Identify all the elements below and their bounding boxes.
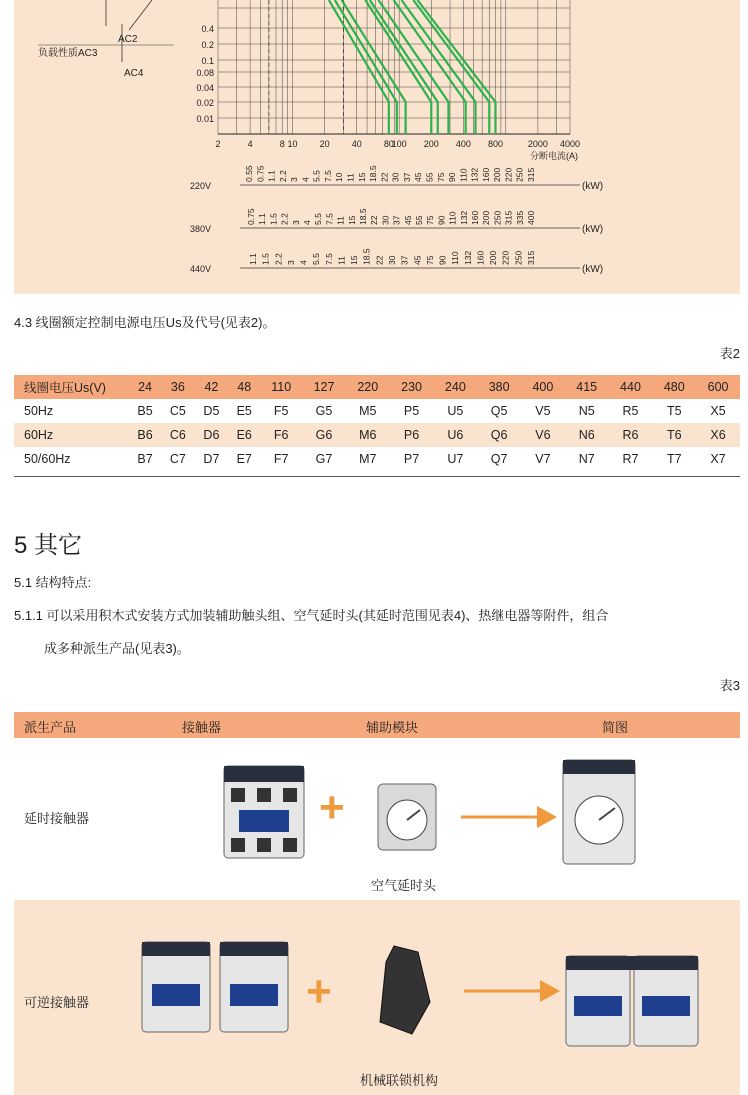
module-caption: 机械联锁机构 [360, 1073, 439, 1088]
power-value-label: 22 [374, 255, 385, 265]
table-cell: P6 [390, 423, 434, 447]
table-cell: R5 [622, 404, 639, 418]
table3-caption: 表3 [719, 678, 740, 693]
power-value-label: 45 [402, 215, 413, 225]
x-axis-label: 分断电流(A) [530, 151, 578, 161]
power-value-label: 5.5 [311, 253, 322, 265]
delay-contactor-diagram-image [559, 756, 639, 868]
table-cell: N7 [578, 452, 595, 466]
power-value-label: 90 [437, 255, 448, 265]
power-value-label: 110 [458, 168, 469, 182]
power-value-label: 160 [470, 210, 480, 225]
power-value-label: 22 [369, 215, 380, 225]
power-value-label: 0.55 [244, 165, 254, 182]
x-tick-label: 10 [287, 139, 298, 149]
table-cell: F7 [273, 452, 289, 466]
table-cell: 415 [565, 375, 609, 399]
table-cell: R6 [609, 423, 653, 447]
arrow-right-icon [459, 800, 559, 834]
power-value-label: 3 [289, 177, 300, 182]
power-value-label: 22 [379, 172, 390, 182]
table-cell: 220 [346, 375, 390, 399]
section-5-1: 5.1 结构特点: [14, 575, 92, 590]
table-cell: 36 [161, 375, 195, 399]
table-cell: U7 [447, 452, 464, 466]
table-cell: F5 [273, 404, 289, 418]
power-value-label: 5.5 [313, 213, 324, 225]
table-cell: 230 [390, 375, 434, 399]
power-value-label: 160 [475, 250, 486, 265]
power-unit-label: (kW) [582, 224, 604, 235]
power-value-label: 4 [298, 260, 309, 265]
load-label-ac3: 负载性质AC3 [38, 48, 98, 59]
table-cell: C7 [169, 452, 186, 466]
load-label-ac2: AC2 [118, 34, 138, 45]
table-cell: X5 [710, 404, 726, 418]
power-value-label: 200 [492, 167, 503, 182]
table-row [14, 399, 740, 423]
power-value-label: 45 [413, 172, 424, 182]
power-value-label: 0.75 [255, 165, 266, 182]
x-tick-label: 2000 [527, 139, 548, 149]
table-cell: 127 [302, 375, 346, 399]
power-value-label: 315 [503, 210, 514, 225]
x-tick-label: 80 [383, 139, 394, 149]
power-value-label: 1.1 [257, 213, 268, 225]
reversible-contactor-diagram-image [562, 948, 702, 1058]
power-value-label: 132 [469, 167, 480, 182]
table-header-row [14, 375, 740, 399]
power-value-label: 15 [346, 215, 357, 225]
table3-header [14, 712, 740, 738]
power-value-label: 15 [356, 172, 367, 182]
x-tick-label: 100 [391, 139, 407, 149]
table-cell: 240 [433, 375, 477, 399]
voltage-label: 380V [190, 224, 212, 234]
x-tick-label: 20 [319, 139, 330, 149]
table-cell: 380 [477, 375, 521, 399]
power-value-label: 75 [435, 172, 446, 182]
plus-icon: + [319, 783, 345, 832]
x-tick-label: 8 [279, 139, 285, 149]
mechanical-interlock-image [374, 942, 434, 1038]
table-cell: V5 [535, 404, 551, 418]
table-cell: 48 [228, 375, 260, 399]
coil-voltage-table [14, 375, 740, 471]
power-value-label: 30 [387, 255, 397, 265]
x-tick-label: 2 [215, 139, 221, 149]
power-value-label: 45 [412, 255, 423, 265]
power-unit-label: (kW) [582, 181, 604, 192]
power-value-label: 1.5 [260, 253, 271, 265]
power-value-label: 10 [334, 172, 345, 182]
power-value-label: 1.1 [266, 170, 277, 182]
power-value-label: 3 [290, 220, 301, 225]
table-cell: G5 [315, 404, 333, 418]
x-tick-label: 400 [455, 139, 471, 149]
x-tick-label: 40 [351, 139, 362, 149]
table-cell: M7 [359, 452, 377, 466]
power-value-label: 1.5 [268, 213, 279, 225]
power-value-label: 250 [514, 167, 525, 182]
air-delay-head-image [374, 778, 440, 854]
table-cell: 110 [260, 375, 302, 399]
table3-row-reversible [14, 900, 740, 1095]
table-cell: C6 [161, 423, 195, 447]
table-cell: D5 [203, 404, 220, 418]
header-label: 线圈电压Us(V) [14, 375, 129, 399]
y-tick-label: 0.08 [196, 68, 214, 78]
power-value-label: 250 [492, 210, 503, 225]
table-cell: U5 [447, 404, 464, 418]
header-diagram: 简图 [602, 720, 629, 735]
product-label: 延时接触器 [24, 811, 90, 826]
power-value-label: 55 [424, 172, 435, 182]
power-value-label: 200 [488, 250, 499, 265]
contactor-image [138, 938, 214, 1038]
table-cell: 440 [609, 375, 653, 399]
module-caption: 空气延时头 [371, 878, 437, 893]
power-value-label: 5.5 [311, 170, 322, 182]
table-cell: G6 [302, 423, 346, 447]
table-cell: F6 [260, 423, 302, 447]
x-tick-label: 800 [487, 139, 503, 149]
power-value-label: 335 [514, 210, 525, 225]
y-tick-label: 0.04 [196, 83, 214, 93]
table-cell: Q6 [477, 423, 521, 447]
table-cell: B6 [129, 423, 161, 447]
power-value-label: 18.5 [358, 208, 368, 225]
table-cell: U6 [433, 423, 477, 447]
breaking-current-chart [14, 0, 740, 294]
contactor-image [216, 938, 292, 1038]
table-cell: T7 [666, 452, 682, 466]
power-value-label: 15 [349, 255, 360, 265]
power-value-label: 7.5 [322, 170, 333, 182]
power-value-label: 37 [399, 255, 410, 265]
table-cell: V7 [535, 452, 551, 466]
x-tick-label: 200 [423, 139, 439, 149]
table-cell: X6 [696, 423, 740, 447]
power-value-label: 110 [447, 211, 458, 225]
power-value-label: 220 [500, 250, 511, 265]
power-value-label: 110 [450, 251, 461, 265]
power-value-label: 4 [302, 220, 312, 225]
power-value-label: 90 [436, 215, 447, 225]
table-cell: P7 [403, 452, 420, 466]
table-cell: D6 [195, 423, 229, 447]
table-cell: M5 [359, 404, 377, 418]
table3-row-delay [14, 738, 740, 900]
chart-svg [14, 0, 740, 294]
power-value-label: 0.75 [246, 208, 256, 225]
table-cell: X7 [710, 452, 726, 466]
table-cell: P5 [403, 404, 420, 418]
load-label-ac4: AC4 [124, 68, 144, 79]
table-cell: E7 [236, 452, 252, 466]
power-value-label: 160 [480, 167, 491, 182]
breaking-curve [329, 0, 389, 134]
section-4-3: 4.3 线圈额定控制电源电压Us及代号(见表2)。 [14, 315, 276, 330]
table-cell: N5 [578, 404, 595, 418]
table-cell: C5 [169, 404, 186, 418]
table-cell: T5 [666, 404, 682, 418]
arrow-right-icon [462, 974, 562, 1008]
x-tick-label: 4000 [559, 139, 581, 149]
power-value-label: 75 [424, 255, 435, 265]
table-row [14, 423, 740, 447]
table-cell: E6 [228, 423, 260, 447]
table-cell: R7 [622, 452, 639, 466]
table-cell: M6 [346, 423, 390, 447]
power-value-label: 315 [526, 167, 536, 182]
x-tick-label: 4 [247, 139, 253, 149]
product-label: 可逆接触器 [24, 995, 90, 1010]
table-cell: 400 [521, 375, 565, 399]
table-cell: B7 [137, 452, 153, 466]
power-value-label: 132 [462, 250, 473, 265]
table-row [14, 447, 740, 471]
row-frequency: 60Hz [14, 423, 129, 447]
power-value-label: 55 [414, 215, 424, 225]
power-value-label: 18.5 [361, 248, 372, 265]
table-cell: Q7 [490, 452, 508, 466]
power-value-label: 30 [390, 172, 401, 182]
voltage-label: 220V [190, 181, 212, 191]
power-value-label: 75 [425, 215, 436, 225]
breaking-curve [335, 0, 397, 134]
table-cell: N6 [565, 423, 609, 447]
y-tick-label: 0.4 [201, 24, 214, 34]
y-tick-label: 0.1 [201, 56, 214, 66]
table-cell: 24 [129, 375, 161, 399]
section-5-1-1-line1: 5.1.1 可以采用积木式安装方式加装辅助触头组、空气延时头(其延时范围见表4)、热继电器等附件，组合 [14, 608, 609, 623]
ac-bracket-line [129, 0, 152, 30]
power-value-label: 11 [336, 256, 347, 265]
power-value-label: 37 [401, 172, 412, 182]
header-contactor: 接触器 [182, 720, 222, 735]
y-tick-label: 0.2 [201, 40, 214, 50]
voltage-label: 440V [190, 264, 212, 274]
power-value-label: 2.2 [273, 253, 284, 265]
table2-caption: 表2 [719, 346, 740, 361]
power-value-label: 2.2 [279, 213, 290, 225]
power-value-label: 220 [503, 167, 514, 182]
section-5-1-1-line2: 成多种派生产品(见表3)。 [44, 641, 190, 656]
table-cell: 480 [652, 375, 696, 399]
table-cell: E5 [236, 404, 252, 418]
table-cell: G7 [315, 452, 333, 466]
table-cell: T6 [652, 423, 696, 447]
header-aux-module: 辅助模块 [366, 720, 419, 735]
table-cell: 42 [195, 375, 229, 399]
row-frequency: 50/60Hz [24, 452, 71, 466]
power-value-label: 30 [380, 215, 391, 225]
power-value-label: 3 [285, 260, 296, 265]
power-value-label: 200 [481, 210, 492, 225]
plus-icon: + [306, 967, 332, 1016]
power-value-label: 11 [335, 216, 346, 225]
power-value-label: 4 [300, 177, 311, 182]
table-cell: B5 [137, 404, 153, 418]
y-tick-label: 0.02 [196, 98, 214, 108]
table-cell: V6 [521, 423, 565, 447]
y-tick-label: 0.01 [196, 114, 214, 124]
power-value-label: 400 [526, 210, 536, 225]
power-value-label: 7.5 [324, 213, 335, 225]
table-cell: D7 [203, 452, 220, 466]
power-value-label: 11 [345, 173, 356, 182]
table-cell: 600 [696, 375, 740, 399]
table2-bottom-rule [14, 476, 740, 477]
power-value-label: 2.2 [277, 170, 288, 182]
power-value-label: 90 [447, 172, 458, 182]
section-5-title: 5 其它 [14, 532, 83, 559]
power-value-label: 315 [526, 250, 536, 265]
table-cell: Q5 [490, 404, 508, 418]
power-value-label: 7.5 [323, 253, 334, 265]
header-derived-product: 派生产品 [24, 720, 77, 735]
power-value-label: 1.1 [248, 253, 258, 265]
power-value-label: 132 [458, 210, 469, 225]
power-value-label: 18.5 [368, 165, 379, 182]
power-unit-label: (kW) [582, 264, 604, 275]
row-frequency: 50Hz [24, 404, 54, 418]
contactor-image [219, 758, 309, 862]
power-value-label: 37 [391, 215, 402, 225]
power-value-label: 250 [513, 250, 524, 265]
